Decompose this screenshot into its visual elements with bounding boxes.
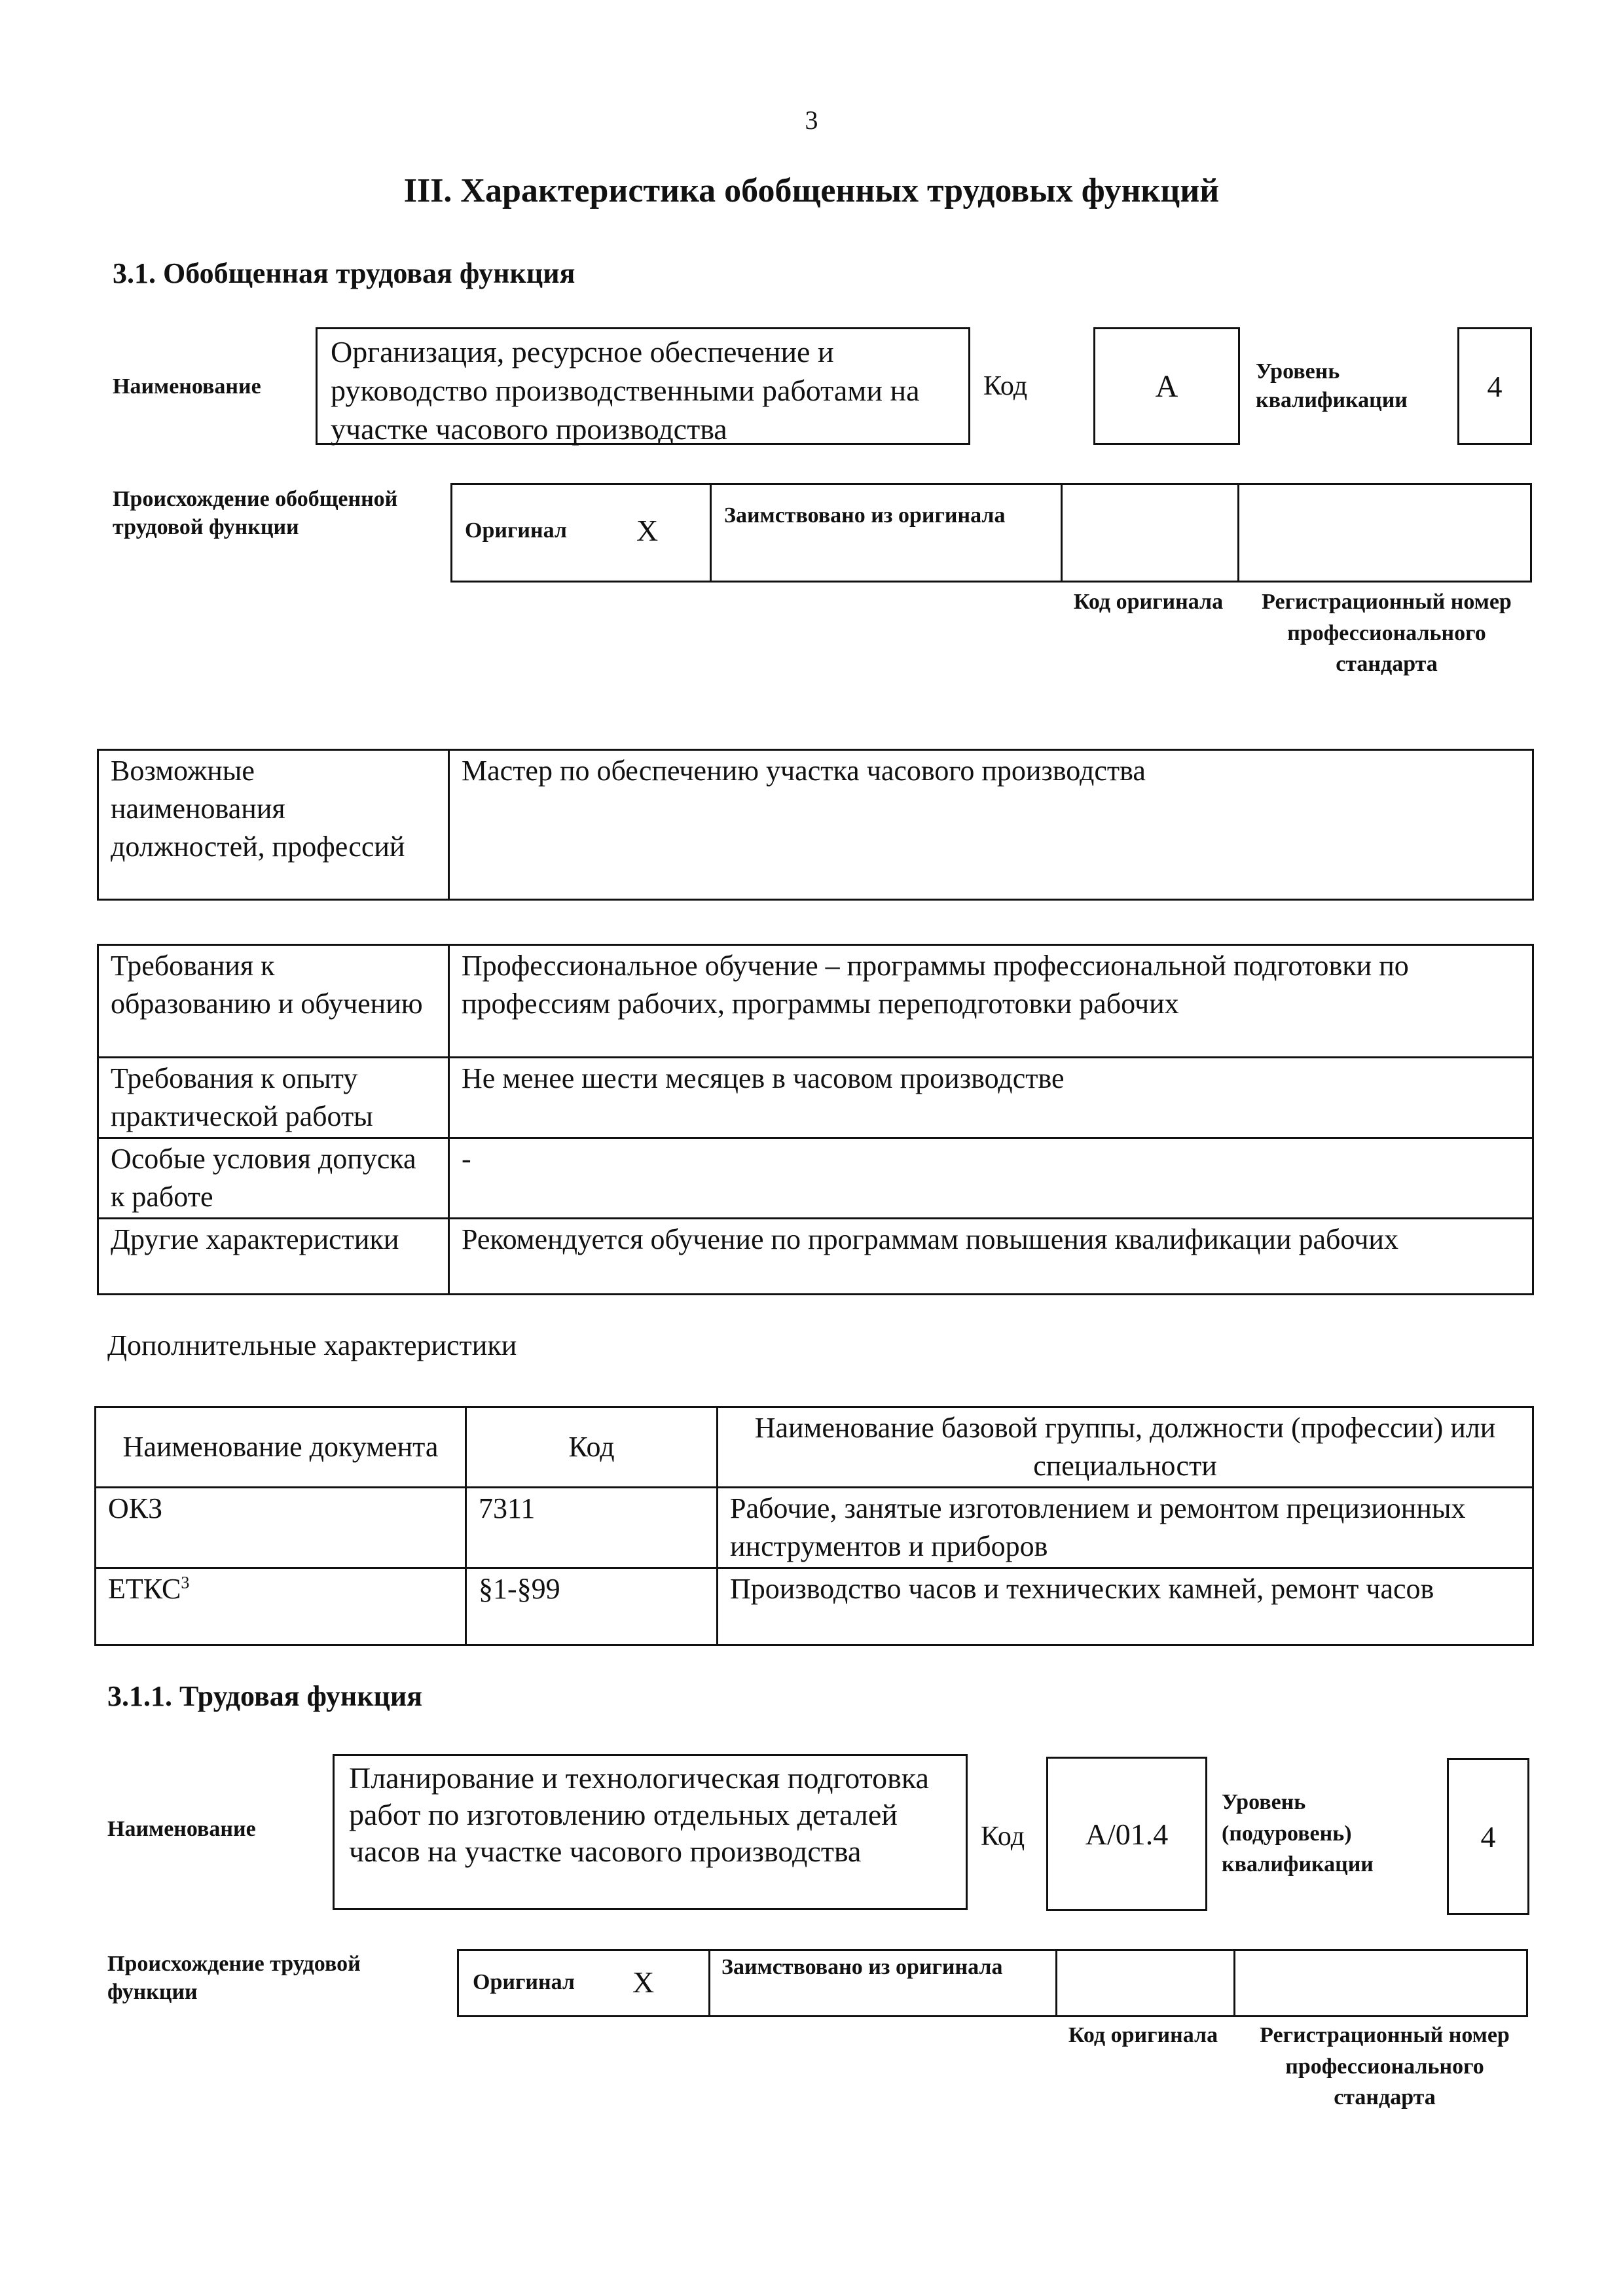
additional-heading: Дополнительные характеристики: [107, 1329, 517, 1361]
footnote-mark: 3: [181, 1573, 190, 1592]
requirement-label: Требования к опыту практической работы: [98, 1058, 449, 1138]
requirement-label: Требования к образованию и обучению: [98, 945, 449, 1058]
gtf-origin-table: [450, 483, 1532, 583]
requirement-value: Рекомендуется обучение по программам повышения квалификации рабочих: [449, 1219, 1533, 1295]
requirement-value: Не менее шести месяцев в часовом производстве: [449, 1058, 1533, 1138]
gtf-original-label: Оригинал: [465, 518, 567, 543]
requirements-table: [97, 944, 1534, 1295]
page-number: 3: [805, 105, 818, 135]
additional-cell-name: Рабочие, занятые изготовлением и ремонтом прецизионных инструментов и приборов: [718, 1488, 1533, 1568]
tf-code-value: A/01.4: [1046, 1757, 1207, 1911]
requirement-label: Особые условия допуска к работе: [98, 1138, 449, 1219]
requirement-label: Другие характеристики: [98, 1219, 449, 1295]
tf-orig-code-caption: Код оригинала: [1068, 2023, 1218, 2047]
additional-header-doc: Наименование документа: [96, 1407, 466, 1488]
additional-header-code: Код: [466, 1407, 718, 1488]
tf-origin-label: Происхождение трудовой функции: [107, 1952, 361, 2004]
additional-doc-text: ЕТКС: [108, 1573, 181, 1605]
gtf-original-mark: X: [636, 514, 659, 547]
tf-name-label: Наименование: [107, 1817, 256, 1841]
tf-origin-table: [457, 1949, 1528, 2017]
gtf-code-value: A: [1093, 327, 1240, 445]
tf-original-mark: X: [632, 1965, 655, 1999]
gtf-name-label: Наименование: [113, 374, 261, 399]
gtf-orig-code-caption: Код оригинала: [1073, 590, 1224, 614]
additional-doc-text: ОКЗ: [108, 1492, 163, 1525]
additional-cell-doc: [96, 1488, 466, 1568]
additional-table: [94, 1406, 1534, 1646]
tf-level-label: Уровень (подуровень) квалификации: [1222, 1790, 1374, 1877]
gtf-level-label: Уровень квалификации: [1256, 359, 1408, 413]
gtf-name-value: Организация, ресурсное обеспечение и руководство производственными работами на участке часового производства: [316, 327, 970, 445]
positions-table: [97, 749, 1534, 901]
gtf-heading: 3.1. Обобщенная трудовая функция: [113, 257, 575, 289]
gtf-origin-label: Происхождение обобщенной трудовой функции: [113, 487, 398, 539]
tf-reg-number-caption: Регистрационный номер профессионального стандарта: [1260, 2023, 1510, 2110]
tf-level-value: 4: [1447, 1758, 1529, 1915]
tf-code-label: Код: [981, 1821, 1025, 1852]
gtf-reg-number-caption: Регистрационный номер профессионального стандарта: [1262, 590, 1512, 677]
gtf-borrowed-label: Заимствовано из оригинала: [724, 503, 1006, 528]
additional-cell-doc: [96, 1568, 466, 1645]
additional-header-name: Наименование базовой группы, должности (профессии) или специальности: [718, 1407, 1533, 1488]
section-title: III. Характеристика обобщенных трудовых функций: [403, 172, 1220, 209]
gtf-code-label: Код: [983, 371, 1028, 401]
tf-borrowed-label: Заимствовано из оригинала: [721, 1955, 1003, 1979]
additional-cell-code: §1-§99: [466, 1568, 718, 1645]
requirement-value: -: [449, 1138, 1533, 1219]
additional-cell-code: 7311: [466, 1488, 718, 1568]
tf-original-label: Оригинал: [473, 1970, 575, 1994]
positions-label: Возможные наименования должностей, профессий: [98, 750, 449, 900]
tf-heading: 3.1.1. Трудовая функция: [107, 1680, 423, 1712]
gtf-level-value: 4: [1457, 327, 1532, 445]
requirement-value: Профессиональное обучение – программы профессиональной подготовки по профессиям рабочих, программы переподготовки рабочих: [449, 945, 1533, 1058]
positions-value: Мастер по обеспечению участка часового производства: [449, 750, 1533, 900]
tf-name-value: Планирование и технологическая подготовка работ по изготовлению отдельных деталей часов на участке часового производства: [333, 1754, 968, 1910]
additional-cell-name: Производство часов и технических камней, ремонт часов: [718, 1568, 1533, 1645]
